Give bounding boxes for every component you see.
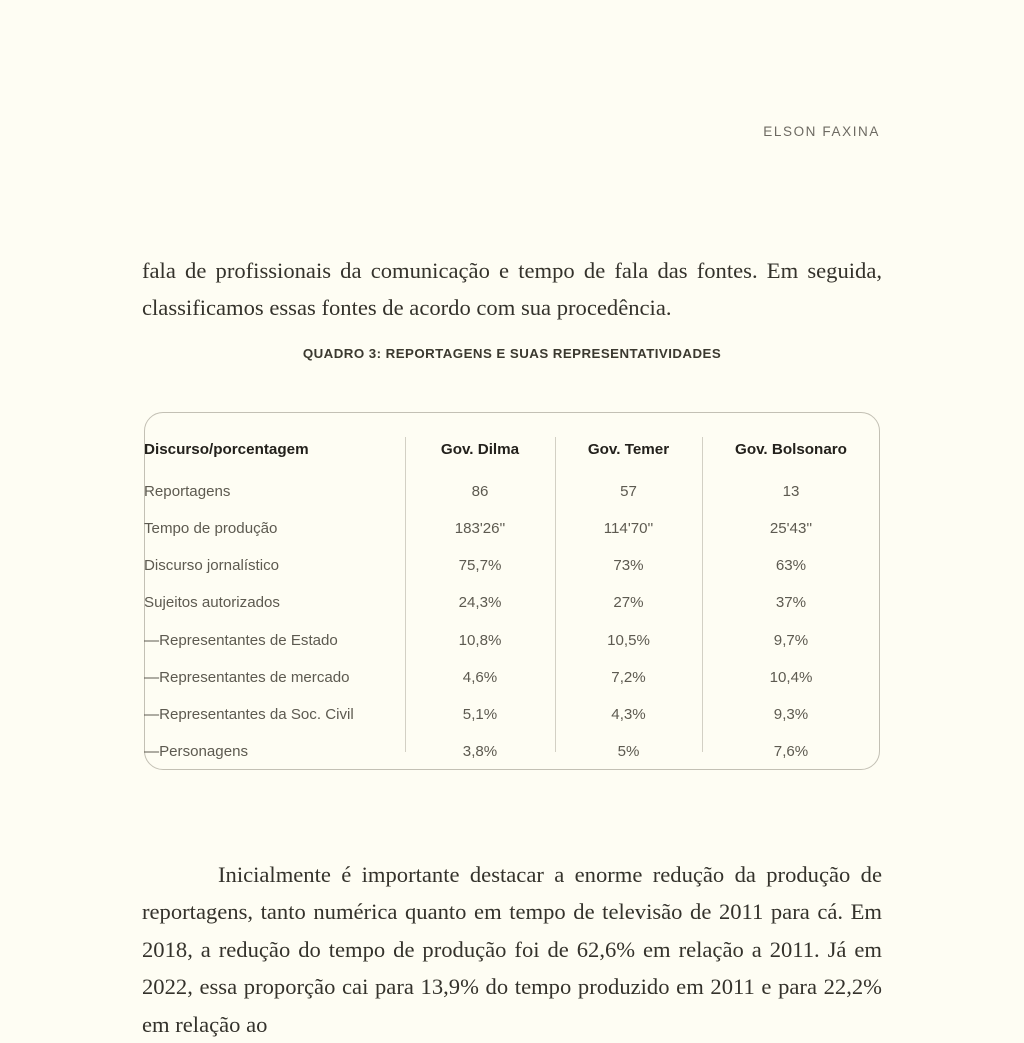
table-row — [144, 733, 880, 770]
cell-value: 63% — [775, 557, 807, 575]
cell-value: 27% — [613, 594, 644, 612]
cell-value: 10,5% — [607, 631, 650, 649]
paragraph-below-table: Inicialmente é importante destacar a enorme redução da produção de reportagens, tanto numérica quanto em tempo de televisão de 2011 para cá. Em 2018, a redução do tempo de produção foi de 62,6% em relação a 2011. Já em 2022, essa proporção cai para 13,9% do tempo produzido em 2011 e para 22,2% em relação ao — [142, 861, 882, 1037]
table-row — [144, 659, 880, 696]
table-caption: QUADRO 3: REPORTAGENS E SUAS REPRESENTATIVIDADES — [302, 346, 722, 361]
table-row — [144, 622, 880, 659]
cell-value: 3,8% — [462, 742, 498, 760]
row-label: —Representantes de Estado — [144, 631, 338, 649]
cell-value: 9,7% — [773, 631, 809, 649]
table-column-divider — [405, 437, 406, 752]
cell-value: 4,3% — [611, 705, 646, 723]
table-column-divider — [555, 437, 556, 752]
table-column-divider — [702, 437, 703, 752]
cell-value: 183'26'' — [454, 520, 506, 538]
table-row — [144, 547, 880, 584]
cell-value: 57 — [620, 483, 637, 501]
cell-value: 7,6% — [773, 742, 809, 760]
cell-value: 10,4% — [769, 668, 813, 686]
cell-value: 7,2% — [611, 668, 646, 686]
table-row — [144, 696, 880, 733]
row-label: Reportagens — [144, 483, 231, 501]
column-header-discurso: Discurso/porcentagem — [144, 440, 309, 458]
paragraph-above-table: fala de profissionais da comunicação e tempo de fala das fontes. Em seguida, classificamos essas fontes de acordo com sua procedência. — [142, 257, 882, 321]
cell-value: 114'70'' — [603, 520, 654, 538]
cell-value: 25'43'' — [769, 520, 813, 538]
cell-value: 24,3% — [458, 594, 502, 612]
table-header-row — [144, 412, 880, 473]
cell-value: 37% — [775, 594, 807, 612]
table-row — [144, 584, 880, 621]
cell-value: 5,1% — [462, 705, 498, 723]
row-label: Tempo de produção — [144, 520, 278, 538]
column-header-gov-bolsonaro: Gov. Bolsonaro — [735, 440, 847, 458]
cell-value: 86 — [471, 483, 489, 501]
row-label: —Personagens — [144, 742, 249, 760]
cell-value: 73% — [613, 557, 644, 575]
quadro-3-table — [144, 412, 880, 770]
row-label: Discurso jornalístico — [144, 557, 280, 575]
column-header-gov-temer: Gov. Temer — [587, 440, 670, 458]
cell-value: 10,8% — [458, 631, 502, 649]
row-label: —Representantes da Soc. Civil — [144, 705, 354, 723]
cell-value: 75,7% — [458, 557, 502, 575]
table-row — [144, 510, 880, 547]
cell-value: 4,6% — [462, 668, 498, 686]
cell-value: 13 — [782, 483, 800, 501]
cell-value: 9,3% — [773, 705, 809, 723]
row-label: —Representantes de mercado — [144, 668, 350, 686]
cell-value: 5% — [617, 742, 640, 760]
running-head: ELSON FAXINA — [763, 124, 880, 139]
row-label: Sujeitos autorizados — [144, 594, 280, 612]
table-row — [144, 473, 880, 510]
column-header-gov-dilma: Gov. Dilma — [440, 440, 520, 458]
